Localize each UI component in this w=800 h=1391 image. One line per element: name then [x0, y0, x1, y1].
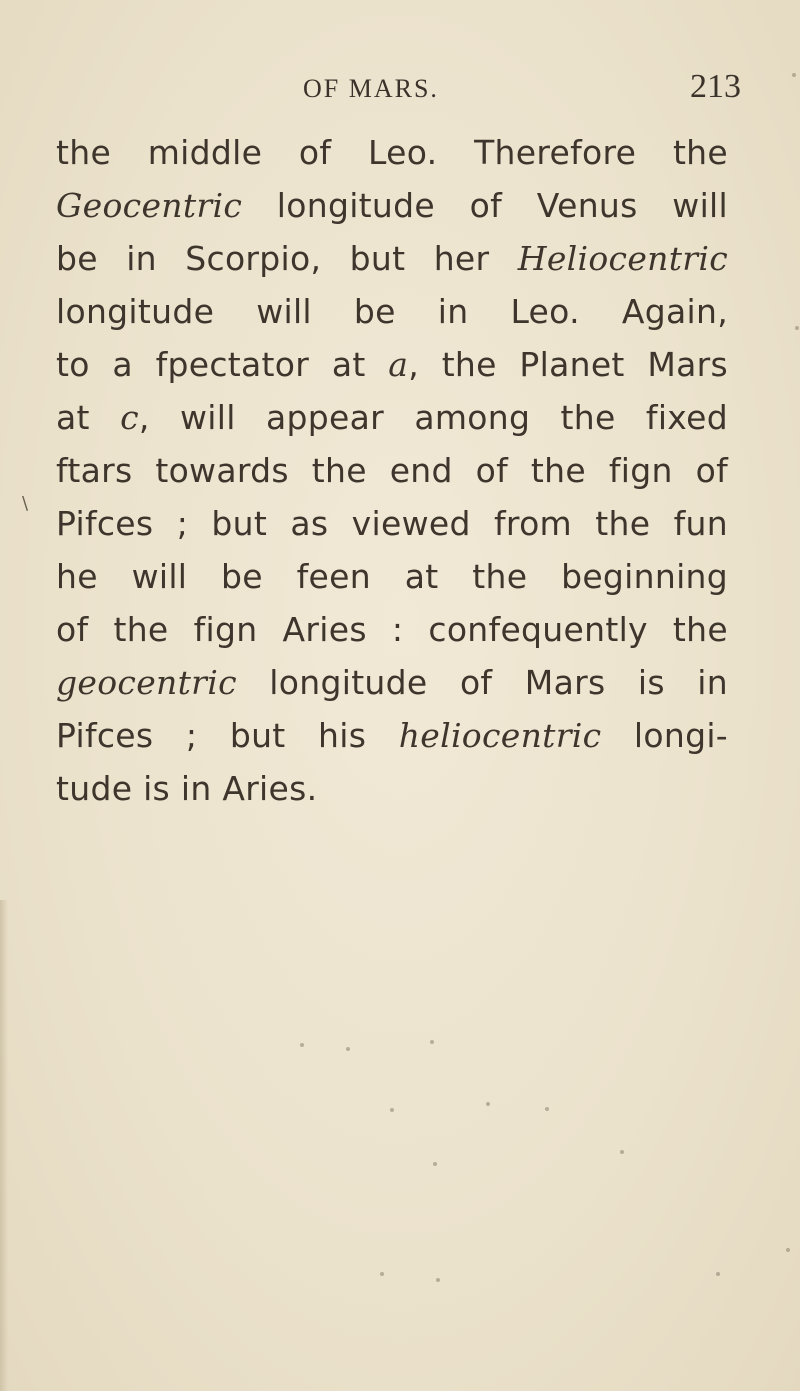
- foxing-speck: [430, 1040, 434, 1044]
- foxing-speck: [390, 1108, 394, 1112]
- foxing-speck: [346, 1047, 350, 1051]
- italic-term: a: [388, 345, 409, 384]
- text-run: tude is in Aries.: [56, 769, 318, 808]
- text-line: [56, 497, 728, 550]
- italic-term: geocentric: [56, 663, 237, 702]
- body-paragraph: [56, 126, 756, 815]
- text-run: Pifces ; but his: [56, 716, 399, 755]
- foxing-speck: [380, 1272, 384, 1276]
- text-line: [56, 550, 728, 603]
- text-run: the middle of Leo. Therefore the: [56, 133, 728, 172]
- italic-term: heliocentric: [398, 716, 602, 755]
- text-run: ftars towards the end of the fign of: [56, 451, 728, 490]
- text-line: [56, 285, 728, 338]
- italic-term: Geocentric: [56, 186, 243, 225]
- italic-term: Heliocentric: [517, 239, 728, 278]
- text-run: , will appear among the fixed: [138, 398, 728, 437]
- foxing-speck: [792, 73, 796, 77]
- text-line: [56, 391, 728, 444]
- foxing-speck: [300, 1043, 304, 1047]
- foxing-speck: [620, 1150, 624, 1154]
- page-number: 213: [690, 68, 741, 105]
- italic-term: c: [120, 398, 139, 437]
- text-run: , the Planet Mars: [408, 345, 728, 384]
- text-run: Pifces ; but as viewed from the fun: [56, 504, 728, 543]
- text-run: longitude of Mars is in: [236, 663, 728, 702]
- foxing-speck: [795, 326, 799, 330]
- text-line: [56, 444, 728, 497]
- text-run: be in Scorpio, but her: [56, 239, 518, 278]
- foxing-speck: [545, 1107, 549, 1111]
- text-run: at: [56, 398, 121, 437]
- text-run: longi-: [601, 716, 729, 755]
- text-run: longitude will be in Leo. Again,: [56, 292, 728, 331]
- text-line: [56, 179, 728, 232]
- text-run: to a fpectator at: [56, 345, 389, 384]
- foxing-speck: [786, 1248, 790, 1252]
- text-run: of the fign Aries : confequently the: [56, 610, 728, 649]
- text-line: [56, 709, 728, 762]
- text-run: longitude of Venus will: [242, 186, 728, 225]
- foxing-speck: [486, 1102, 490, 1106]
- foxing-speck: [716, 1272, 720, 1276]
- text-line: [56, 762, 728, 815]
- text-line: [56, 232, 728, 285]
- text-line: [56, 656, 728, 709]
- text-line: [56, 603, 728, 656]
- text-line: [56, 126, 728, 179]
- running-head: [0, 68, 800, 114]
- margin-mark: \: [22, 493, 29, 514]
- foxing-speck: [433, 1162, 437, 1166]
- page-gutter-shadow: [0, 900, 8, 1391]
- running-head-title: OF MARS.: [303, 74, 439, 103]
- foxing-speck: [436, 1278, 440, 1282]
- text-line: [56, 338, 728, 391]
- text-run: he will be feen at the beginning: [56, 557, 728, 596]
